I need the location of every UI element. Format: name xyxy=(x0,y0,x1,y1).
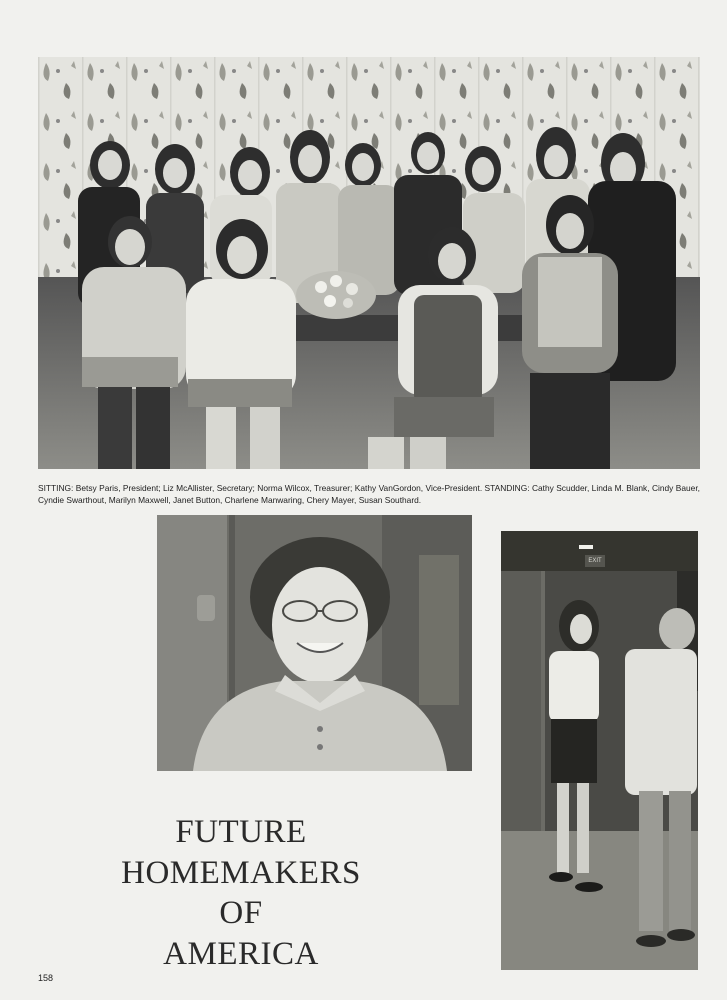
hallway-photo xyxy=(501,531,698,970)
title-line: OF xyxy=(219,895,263,931)
title-line: HOMEMAKERS xyxy=(121,854,361,891)
group-photo-caption: SITTING: Betsy Paris, President; Liz McAllister, Secretary; Norma Wilcox, Treasurer; Kathy VanGordon, Vice-President. STANDING: Cathy Scudder, Linda M. Blank, Cindy Bauer, Cyndie Swarthout, Marilyn Maxwell, Janet Button, Charlene Manwaring, Chery Mayer, Susan Southard. xyxy=(38,483,700,506)
exit-sign: EXIT xyxy=(588,558,602,564)
page-title xyxy=(110,812,372,974)
group-photo xyxy=(38,57,700,469)
advisor-portrait-photo xyxy=(157,515,472,771)
page-number: 158 xyxy=(38,973,54,983)
title-line: AMERICA xyxy=(163,935,319,972)
title-line: FUTURE xyxy=(175,814,307,850)
